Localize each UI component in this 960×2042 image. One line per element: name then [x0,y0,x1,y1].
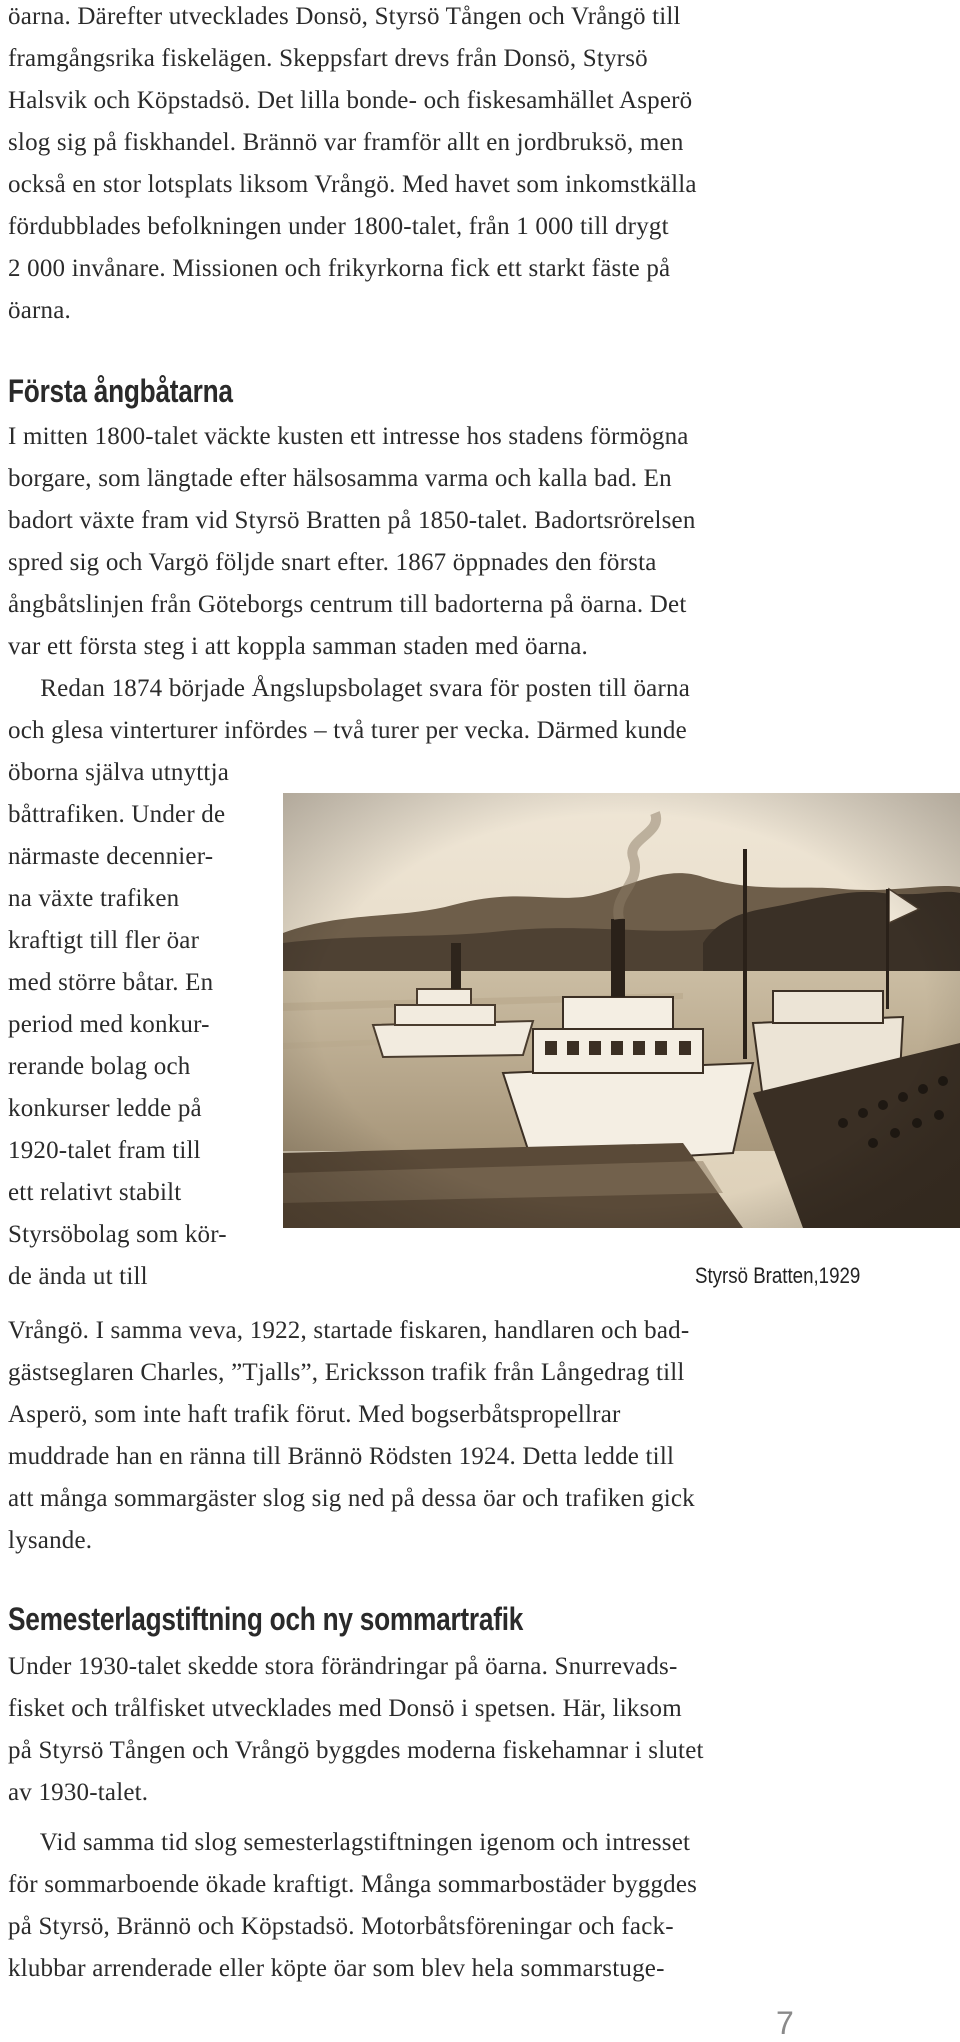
text-line: kraftigt till fler öar [8,927,200,954]
text-line: fördubblades befolkningen under 1800-talet, från 1 000 till drygt [8,213,669,240]
text-line: muddrade han en ränna till Brännö Rödsten 1924. Detta ledde till [8,1443,675,1470]
text-line: på Styrsö, Brännö och Köpstadsö. Motorbåtsföreningar och fack- [8,1913,674,1940]
text-line: Halsvik och Köpstadsö. Det lilla bonde- och fiskesamhället Asperö [8,87,693,114]
text-line: och glesa vinterturer infördes – två turer per vecka. Därmed kunde [8,717,687,744]
text-line: Vrångö. I samma veva, 1922, startade fiskaren, handlaren och bad- [8,1317,690,1344]
text-line: ett relativt stabilt [8,1179,182,1206]
text-line: klubbar arrenderade eller köpte öar som blev hela sommarstuge- [8,1955,665,1982]
text-line: 1920-talet fram till [8,1137,201,1164]
historical-photo [283,793,960,1228]
text-line: öarna. Därefter utvecklades Donsö, Styrsö Tången och Vrångö till [8,3,681,30]
text-line: Asperö, som inte haft trafik förut. Med bogserbåtspropellrar [8,1401,621,1428]
text-line: spred sig och Vargö följde snart efter. 1867 öppnades den första [8,549,657,576]
steamboat-harbor-photo-icon [283,793,960,1228]
text-line: de ända ut till [8,1263,148,1290]
text-line: badort växte fram vid Styrsö Bratten på 1850-talet. Badortsrörelsen [8,507,696,534]
text-line: period med konkur- [8,1011,210,1038]
photo-caption: Styrsö Bratten,1929 [695,1263,861,1288]
text-line: gästseglaren Charles, ”Tjalls”, Ericksson trafik från Långedrag till [8,1359,685,1386]
text-line: öarna. [8,297,71,324]
text-line: fisket och trålfisket utvecklades med Donsö i spetsen. Här, liksom [8,1695,682,1722]
text-line: Redan 1874 började Ångslupsbolaget svara för posten till öarna [8,675,690,702]
text-line: var ett första steg i att koppla samman staden med öarna. [8,633,588,660]
text-line: närmaste decennier- [8,843,214,870]
text-line: 2 000 invånare. Missionen och frikyrkorna fick ett starkt fäste på [8,255,671,282]
section-heading: Semesterlagstiftning och ny sommartrafik [8,1601,524,1637]
page-number: 7 [776,2005,794,2041]
text-line: konkurser ledde på [8,1095,202,1122]
text-line: rerande bolag och [8,1053,191,1080]
text-line: för sommarboende ökade kraftigt. Många sommarbostäder byggdes [8,1871,698,1898]
text-line: Under 1930-talet skedde stora förändringar på öarna. Snurrevads- [8,1653,678,1680]
text-line: Styrsöbolag som kör- [8,1221,227,1248]
text-line: lysande. [8,1527,93,1554]
text-line: på Styrsö Tången och Vrångö byggdes moderna fiskehamnar i slutet [8,1737,704,1764]
text-line: Vid samma tid slog semesterlagstiftningen igenom och intresset [8,1829,691,1856]
text-line: att många sommargäster slog sig ned på dessa öar och trafiken gick [8,1485,695,1512]
text-line: också en stor lotsplats liksom Vrångö. Med havet som inkomstkälla [8,171,697,198]
text-line: borgare, som längtade efter hälsosamma varma och kalla bad. En [8,465,672,492]
text-line: med större båtar. En [8,969,214,996]
text-line: framgångsrika fiskelägen. Skeppsfart drevs från Donsö, Styrsö [8,45,648,72]
text-line: na växte trafiken [8,885,180,912]
text-line: slog sig på fiskhandel. Brännö var framför allt en jordbruksö, men [8,129,684,156]
section-heading: Första ångbåtarna [8,373,233,409]
text-line: öborna själva utnyttja [8,759,230,786]
text-line: av 1930-talet. [8,1779,149,1806]
text-line: I mitten 1800-talet väckte kusten ett intresse hos stadens förmögna [8,423,689,450]
text-line: båttrafiken. Under de [8,801,226,828]
text-line: ångbåtslinjen från Göteborgs centrum till badorterna på öarna. Det [8,591,687,618]
